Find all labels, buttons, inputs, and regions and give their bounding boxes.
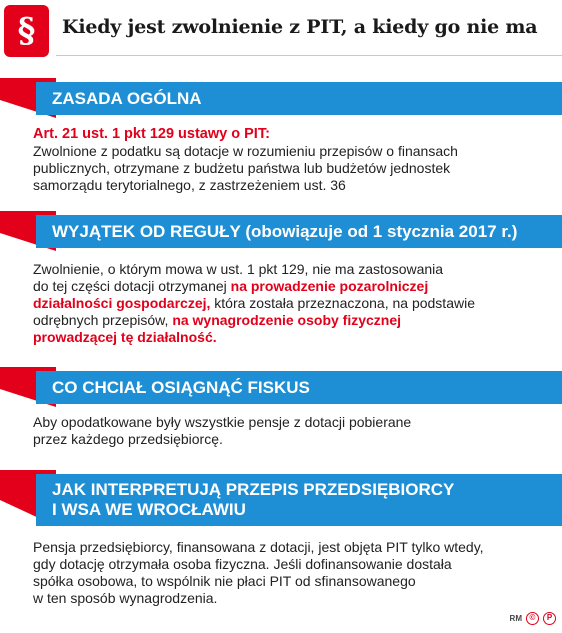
section-body-exception bbox=[33, 261, 557, 346]
heading-line: I WSA WE WROCŁAWIU bbox=[52, 500, 246, 519]
text-fragment: odrębnych przepisów, bbox=[33, 312, 173, 328]
highlight-text: prowadzącej tę działalność. bbox=[33, 329, 217, 345]
text-line bbox=[33, 278, 557, 295]
text-line: przez każdego przedsiębiorcę. bbox=[33, 431, 223, 447]
highlight-text: na wynagrodzenie osoby fizycznej bbox=[172, 312, 402, 328]
text-line bbox=[33, 295, 557, 312]
section-body-general-rule bbox=[33, 126, 557, 194]
text-line: Aby opodatkowane były wszystkie pensje z dotacji pobierane bbox=[33, 414, 412, 430]
credit bbox=[510, 612, 556, 625]
heading-line: JAK INTERPRETUJĄ PRZEPIS PRZEDSIĘBIORCY bbox=[52, 480, 455, 499]
legal-reference: Art. 21 ust. 1 pkt 129 ustawy o PIT: bbox=[33, 126, 270, 142]
paragraph-logo bbox=[4, 5, 49, 57]
copyright-icon: © bbox=[526, 612, 539, 625]
highlight-text: na prowadzenie pozarolniczej bbox=[230, 278, 429, 294]
text-line: samorządu terytorialnego, z zastrzeżeniem ust. 36 bbox=[33, 177, 346, 193]
text-line: publicznych, otrzymane z budżetu państwa lub budżetów jednostek bbox=[33, 160, 451, 176]
text-line: gdy dotację otrzymała osoba fizyczna. Jeśli dofinansowanie dostała bbox=[33, 556, 452, 572]
text-fragment: która została przeznaczona, na podstawie bbox=[210, 295, 475, 311]
section-heading-exception: WYJĄTEK OD REGUŁY (obowiązuje od 1 stycznia 2017 r.) bbox=[36, 215, 562, 248]
text-line: Zwolnienie, o którym mowa w ust. 1 pkt 129, nie ma zastosowania bbox=[33, 261, 444, 277]
section-body-interpretation bbox=[33, 539, 557, 607]
section-heading-interpretation bbox=[36, 474, 562, 526]
publisher-mark-icon: P bbox=[543, 612, 556, 625]
section-heading-tax-goal: CO CHCIAŁ OSIĄGNĄĆ FISKUS bbox=[36, 371, 562, 404]
page-title: Kiedy jest zwolnienie z PIT, a kiedy go nie ma bbox=[62, 16, 538, 38]
text-line: Pensja przedsiębiorcy, finansowana z dotacji, jest objęta PIT tylko wtedy, bbox=[33, 539, 484, 555]
paragraph-icon: § bbox=[17, 11, 36, 51]
author-initials: RM bbox=[509, 614, 522, 623]
section-body-tax-goal bbox=[33, 414, 557, 448]
header bbox=[0, 0, 562, 62]
text-line: Zwolnione z podatku są dotacje w rozumieniu przepisów o finansach bbox=[33, 143, 458, 159]
text-fragment: do tej części dotacji otrzymanej bbox=[33, 278, 231, 294]
highlight-text: działalności gospodarczej, bbox=[33, 295, 211, 311]
text-line: spółka osobowa, to wspólnik nie płaci PIT od sfinansowanego bbox=[33, 573, 416, 589]
text-line bbox=[33, 312, 557, 329]
section-heading-general-rule: ZASADA OGÓLNA bbox=[36, 82, 562, 115]
text-line: w ten sposób wynagrodzenia. bbox=[33, 590, 218, 606]
header-divider bbox=[56, 55, 562, 56]
